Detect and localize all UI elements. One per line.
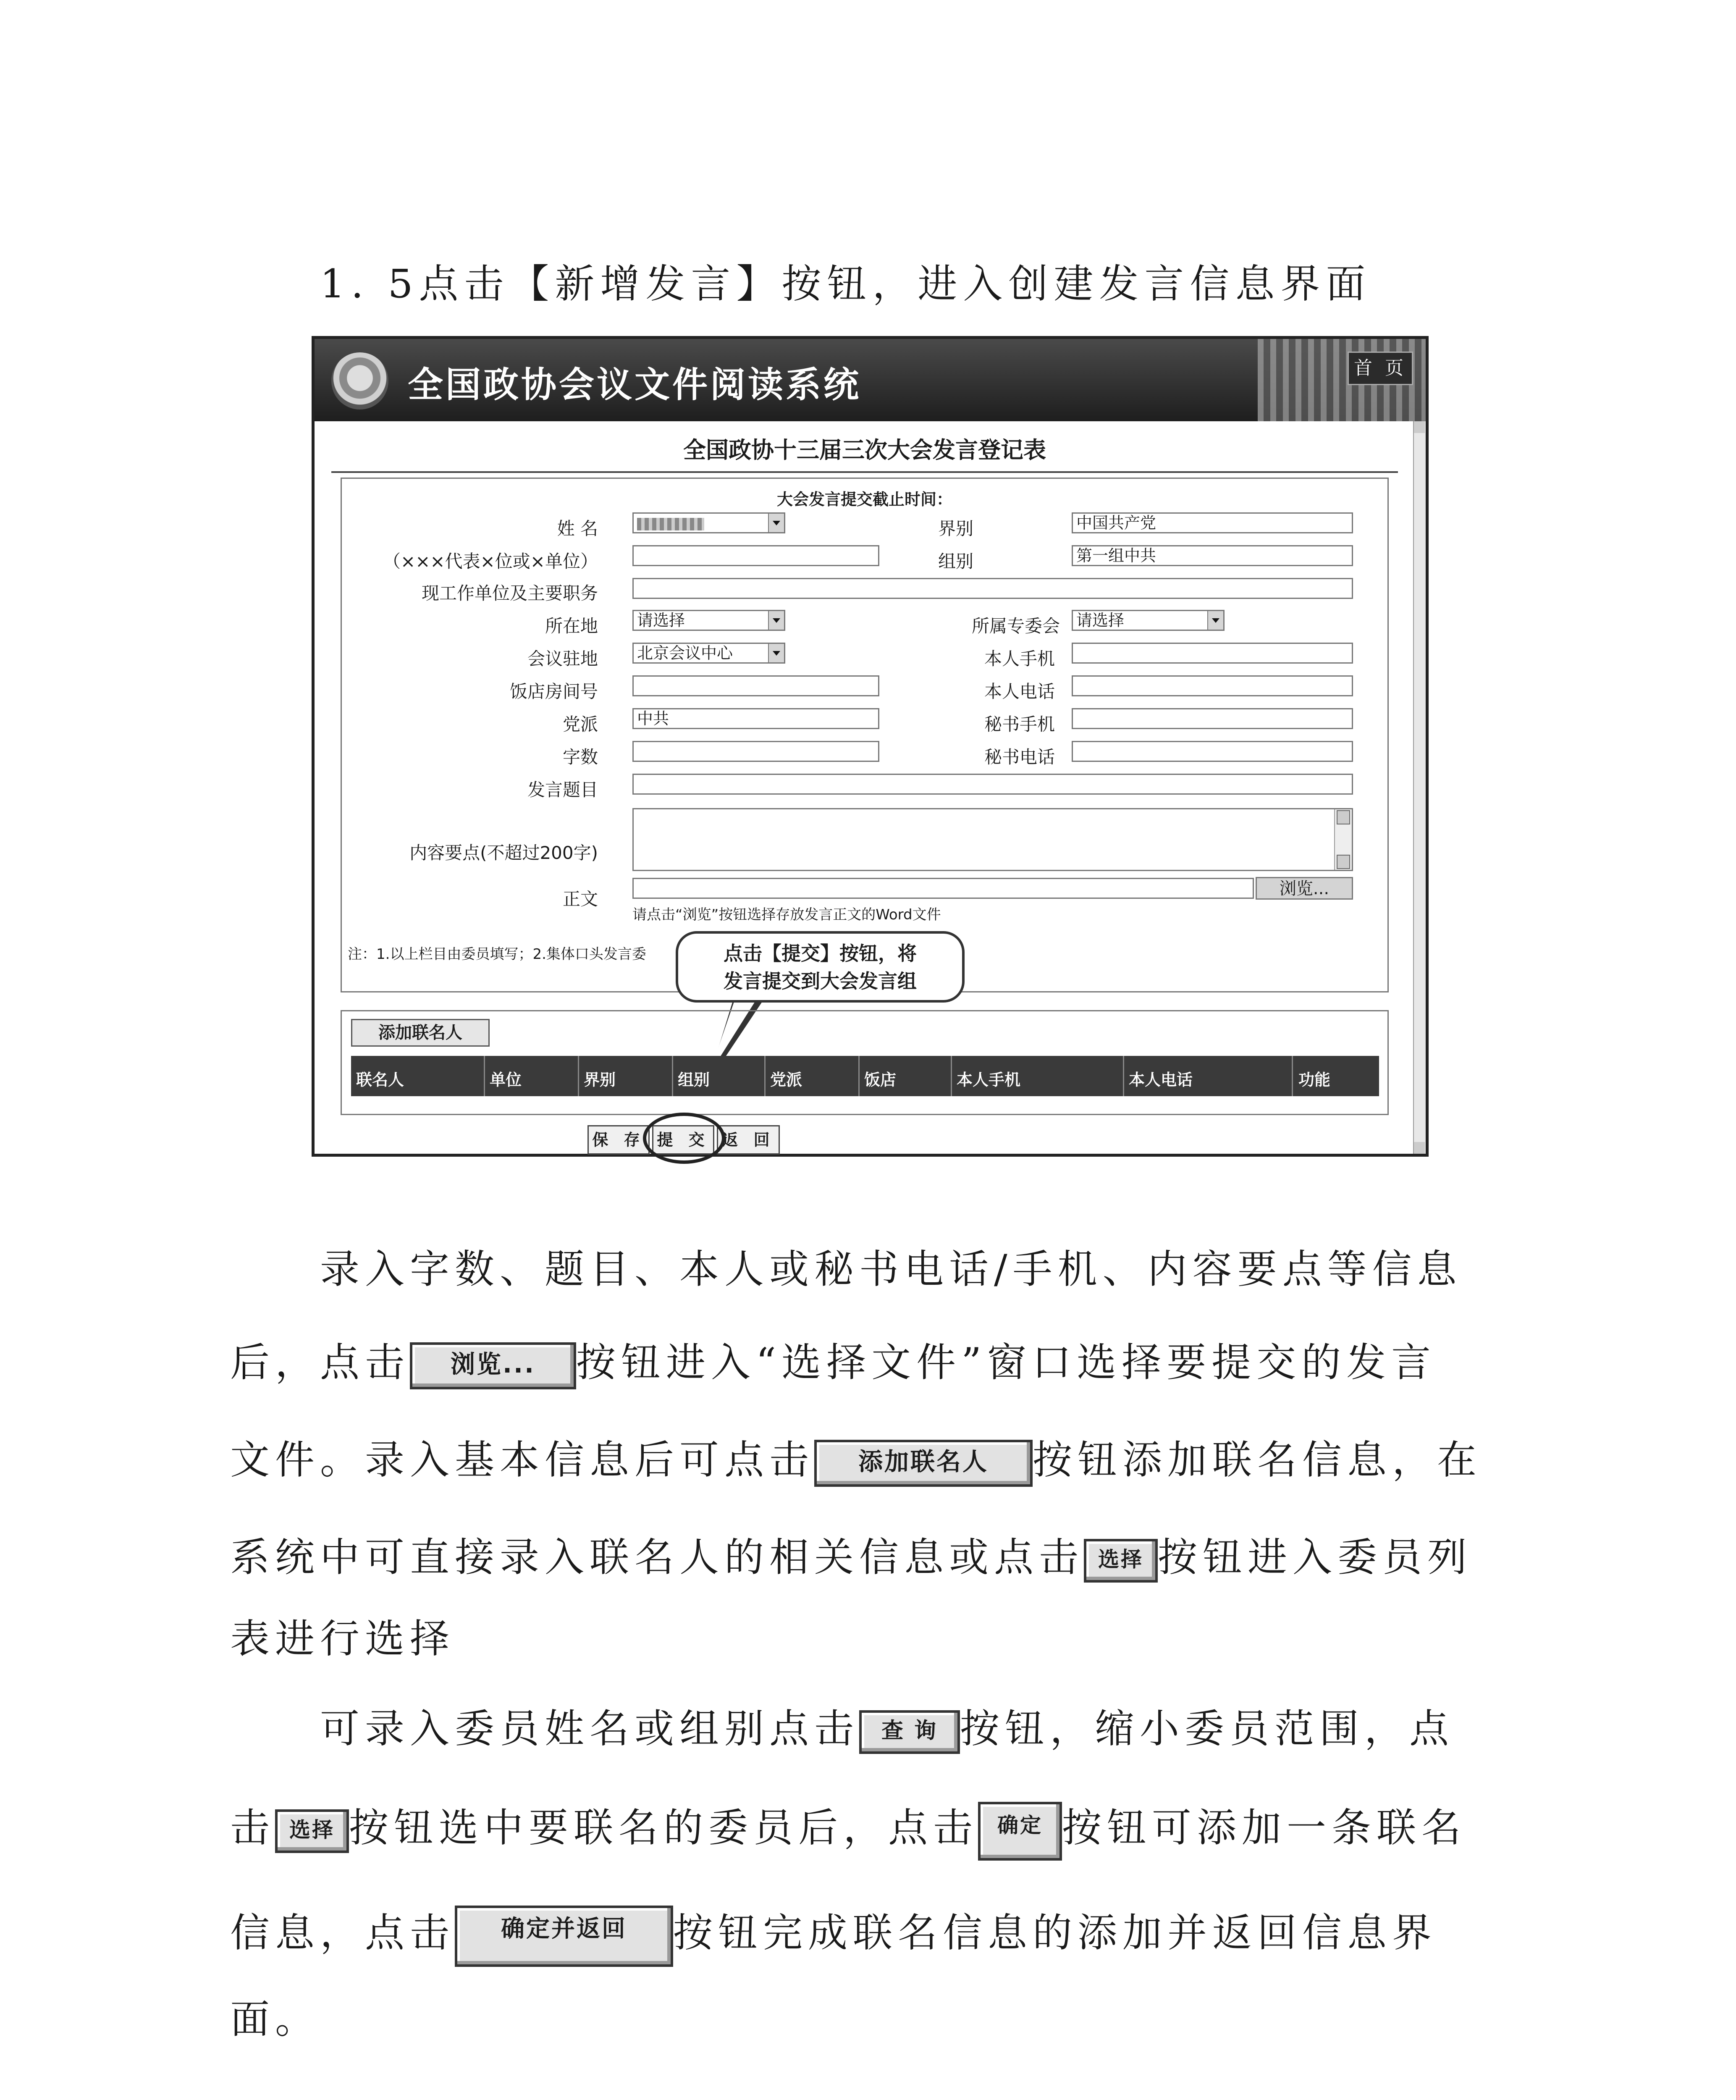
mobile-label: 本人手机 bbox=[984, 648, 1055, 669]
col-sector: 界别 bbox=[584, 1071, 616, 1089]
scroll-down-icon[interactable] bbox=[1414, 1142, 1425, 1154]
key-points-textarea[interactable] bbox=[632, 808, 1353, 871]
embedded-screenshot bbox=[312, 336, 1429, 1157]
p2-line2-text-a: 击 bbox=[230, 1805, 275, 1851]
col-function: 功能 bbox=[1298, 1071, 1331, 1089]
hotel-room-field[interactable] bbox=[632, 675, 879, 696]
topic-label: 发言题目 bbox=[527, 780, 598, 800]
inline-confirm-button: 确定 bbox=[978, 1802, 1062, 1861]
p2-line1-text-a: 可录入委员姓名或组别点击 bbox=[320, 1706, 860, 1752]
browse-button[interactable]: 浏览... bbox=[1256, 877, 1353, 900]
textarea-scrollbar[interactable] bbox=[1334, 809, 1352, 870]
party-field[interactable]: 中共 bbox=[632, 708, 879, 729]
inline-confirm-return-button: 确定并返回 bbox=[455, 1906, 673, 1967]
p1-line4-text-a: 系统中可直接录入联名人的相关信息或点击 bbox=[230, 1535, 1084, 1580]
secretary-mobile-label: 秘书手机 bbox=[984, 714, 1055, 735]
col-mobile: 本人手机 bbox=[957, 1071, 1021, 1089]
scroll-up-icon[interactable] bbox=[1414, 421, 1425, 433]
p1-line3 bbox=[230, 1428, 1482, 1487]
p1-line3-text-a: 文件。录入基本信息后可点击 bbox=[230, 1437, 815, 1483]
name-sub-label: （×××代表×位或×单位） bbox=[383, 551, 598, 572]
work-unit-label: 现工作单位及主要职务 bbox=[421, 583, 598, 604]
col-hotel: 饭店 bbox=[864, 1071, 897, 1089]
p2-line3 bbox=[230, 1901, 1437, 1967]
upload-hint: 请点击“浏览”按钮选择存放发言正文的Word文件 bbox=[632, 906, 941, 923]
column-divider bbox=[764, 1056, 766, 1096]
back-button[interactable]: 返 回 bbox=[717, 1125, 780, 1155]
scroll-up-icon[interactable] bbox=[1337, 810, 1350, 824]
p2-line2-text-c: 按钮可添加一条联名 bbox=[1062, 1805, 1467, 1851]
inline-select-button-2: 选择 bbox=[275, 1809, 349, 1853]
column-divider bbox=[1123, 1056, 1124, 1096]
redacted-name bbox=[637, 518, 704, 530]
submit-button[interactable]: 提 交 bbox=[652, 1125, 714, 1155]
p1-line5: 表进行选择 bbox=[230, 1616, 455, 1662]
app-title: 全国政协会议文件阅读系统 bbox=[408, 364, 862, 405]
inline-select-button: 选择 bbox=[1084, 1539, 1158, 1583]
inline-browse-button: 浏览... bbox=[410, 1342, 576, 1389]
form-title: 全国政协十三届三次大会发言登记表 bbox=[331, 432, 1398, 473]
p1-line1: 录入字数、题目、本人或秘书电话/手机、内容要点等信息 bbox=[320, 1247, 1462, 1292]
secretary-phone-label: 秘书电话 bbox=[984, 747, 1055, 767]
col-unit: 单位 bbox=[490, 1071, 522, 1089]
mobile-field[interactable] bbox=[1072, 643, 1353, 664]
main-text-label: 正文 bbox=[562, 889, 598, 909]
col-group: 组别 bbox=[678, 1071, 710, 1089]
word-count-field[interactable] bbox=[632, 741, 879, 762]
p2-line2-text-b: 按钮选中要联名的委员后，点击 bbox=[349, 1805, 978, 1851]
column-divider bbox=[858, 1056, 860, 1096]
secretary-phone-field[interactable] bbox=[1072, 741, 1353, 762]
inline-query-button: 查 询 bbox=[859, 1710, 960, 1754]
p2-line3-text-a: 信息，点击 bbox=[230, 1910, 455, 1956]
p2-line3-text-b: 按钮完成联名信息的添加并返回信息界 bbox=[673, 1910, 1437, 1956]
col-phone: 本人电话 bbox=[1129, 1071, 1193, 1089]
secretary-mobile-field[interactable] bbox=[1072, 708, 1353, 729]
p1-line3-text-b: 按钮添加联名信息，在 bbox=[1033, 1437, 1482, 1483]
location-label: 所在地 bbox=[545, 616, 598, 636]
hotel-room-label: 饭店房间号 bbox=[509, 681, 598, 702]
app-header bbox=[315, 339, 1426, 421]
phone-field[interactable] bbox=[1072, 675, 1353, 696]
submit-callout bbox=[676, 931, 965, 1003]
column-divider bbox=[672, 1056, 673, 1096]
group-field[interactable]: 第一组中共 bbox=[1072, 545, 1353, 566]
key-points-label: 内容要点(不超过200字) bbox=[409, 843, 598, 863]
section-heading: 1. 5点击【新增发言】按钮，进入创建发言信息界面 bbox=[320, 261, 1371, 307]
inline-add-cosigner-button: 添加联名人 bbox=[814, 1440, 1033, 1487]
cosigner-section bbox=[341, 1010, 1389, 1115]
column-divider bbox=[1292, 1056, 1293, 1096]
sector-label: 界别 bbox=[938, 518, 974, 539]
p2-line2 bbox=[230, 1796, 1466, 1861]
add-cosigner-button[interactable]: 添加联名人 bbox=[351, 1019, 490, 1047]
p1-line4-text-b: 按钮进入委员列 bbox=[1158, 1535, 1473, 1580]
page-scrollbar[interactable] bbox=[1413, 421, 1426, 1154]
residence-label: 会议驻地 bbox=[527, 648, 598, 669]
p2-line1 bbox=[320, 1697, 1454, 1754]
p1-line2 bbox=[230, 1331, 1436, 1389]
name-label: 姓 名 bbox=[557, 518, 598, 539]
form-note: 注：1.以上栏目由委员填写；2.集体口头发言委 bbox=[348, 946, 646, 963]
work-unit-field[interactable] bbox=[632, 578, 1353, 599]
registration-form bbox=[341, 478, 1389, 992]
sector-field[interactable]: 中国共产党 bbox=[1072, 512, 1353, 533]
col-party: 党派 bbox=[770, 1071, 802, 1089]
p1-line4 bbox=[230, 1525, 1472, 1583]
name-select[interactable] bbox=[632, 512, 785, 533]
committee-select[interactable]: 请选择 bbox=[1072, 610, 1225, 631]
emblem-icon bbox=[331, 352, 388, 410]
topic-field[interactable] bbox=[632, 774, 1353, 795]
location-select[interactable]: 请选择 bbox=[632, 610, 785, 631]
p1-line2-text-b: 按钮进入“选择文件”窗口选择要提交的发言 bbox=[576, 1340, 1437, 1386]
column-divider bbox=[484, 1056, 485, 1096]
p2-line1-text-b: 按钮，缩小委员范围，点 bbox=[960, 1706, 1455, 1752]
p2-line4: 面。 bbox=[230, 1997, 320, 2042]
party-label: 党派 bbox=[562, 714, 598, 735]
deadline-label: 大会发言提交截止时间： bbox=[776, 490, 952, 509]
home-button[interactable]: 首 页 bbox=[1348, 352, 1413, 385]
column-divider bbox=[951, 1056, 952, 1096]
submit-highlight-ring bbox=[643, 1113, 725, 1164]
name-sub-field[interactable] bbox=[632, 545, 879, 566]
word-count-label: 字数 bbox=[562, 747, 598, 767]
callout-line-1: 点击【提交】按钮，将 bbox=[724, 942, 917, 965]
cosigner-table-header bbox=[351, 1056, 1379, 1096]
save-button[interactable]: 保 存 bbox=[587, 1125, 650, 1155]
col-cosigner: 联名人 bbox=[356, 1071, 404, 1089]
p1-line2-text-a: 后，点击 bbox=[230, 1340, 410, 1386]
scroll-down-icon[interactable] bbox=[1337, 855, 1350, 869]
file-path-field[interactable] bbox=[632, 878, 1254, 899]
committee-label: 所属专委会 bbox=[972, 616, 1060, 636]
residence-select[interactable]: 北京会议中心 bbox=[632, 643, 785, 664]
column-divider bbox=[578, 1056, 579, 1096]
phone-label: 本人电话 bbox=[984, 681, 1055, 702]
callout-line-2: 发言提交到大会发言组 bbox=[724, 970, 917, 992]
group-label: 组别 bbox=[938, 551, 974, 572]
